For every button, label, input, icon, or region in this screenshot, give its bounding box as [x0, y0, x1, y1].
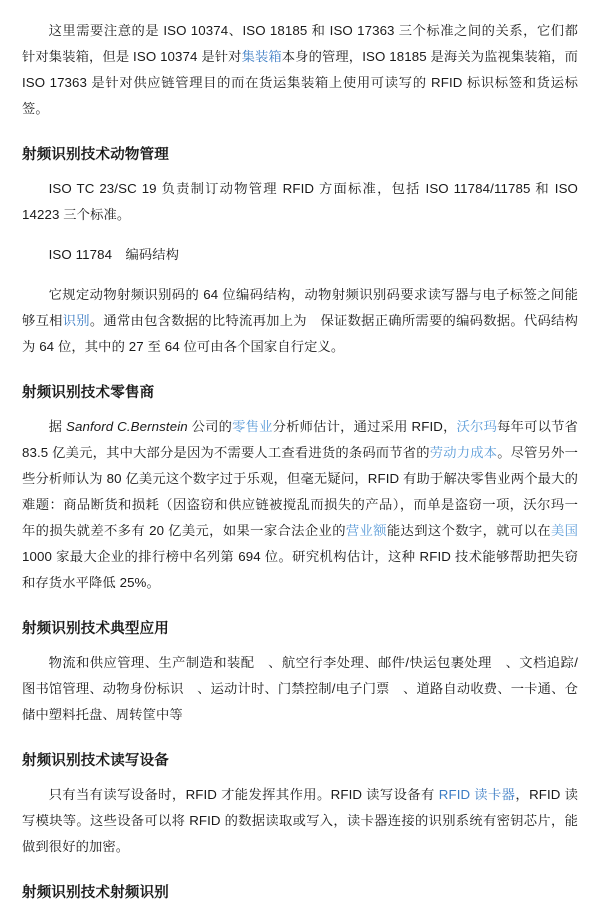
intro-text-2: 本身的管理，ISO 18185 是海关为监视集装箱，而 ISO 17363 是针对供应链管理目的而在货运集装箱上使用可读写的 RFID 标识标签和货运标签。: [22, 49, 578, 116]
section-heading-reader-devices: 射频识别技术读写设备: [22, 753, 169, 769]
link-container[interactable]: 集装箱: [241, 49, 282, 64]
retailer-text-7: 1000 家最大企业的排行榜中名列第 694 位。研究机构估计，这种 RFID 技术能够帮助把失窃和存货水平降低 25%。: [22, 549, 578, 590]
link-identify[interactable]: 识别: [62, 313, 90, 328]
section-heading-typical-applications: 射频识别技术典型应用: [22, 621, 169, 637]
animal-standards-paragraph: ISO TC 23/SC 19 负责制订动物管理 RFID 方面标准，包括 ISO 11784/11785 和 ISO 14223 三个标准。: [22, 181, 578, 222]
typical-applications-paragraph: 物流和供应管理、生产制造和装配 、航空行李处理、邮件/快运包裹处理 、文档追踪/图书馆管理、动物身份标识 、运动计时、门禁控制/电子门票 、道路自动收费、一卡通、仓储中塑料托盘、周转筐中等: [22, 655, 578, 722]
section-heading-retailer: 射频识别技术零售商: [22, 385, 155, 401]
retailer-text-6: 能达到这个数字，就可以在: [386, 523, 551, 538]
reader-devices-paragraph: [22, 782, 578, 860]
link-labor-cost[interactable]: 劳动力成本: [429, 445, 498, 460]
link-retail-industry[interactable]: 零售业: [232, 419, 273, 434]
intro-text-1: 这里需要注意的是 ISO 10374、ISO 18185 和 ISO 17363 三个标准之间的关系，它们都针对集装箱，但是 ISO 10374 是针对: [22, 23, 578, 64]
link-walmart[interactable]: 沃尔玛: [456, 419, 498, 434]
section-heading-rfid: 射频识别技术射频识别: [22, 885, 169, 901]
intro-paragraph: [22, 18, 578, 122]
reader-text-2: ，RFID 读写模块等。这些设备可以将 RFID 的数据读取或写入，读卡器连接的识别系统有密钥芯片，能做到很好的加密。: [22, 787, 578, 854]
iso-11784-paragraph: ISO 11784 编码结构: [48, 247, 180, 262]
retailer-text-4: 每年可以节省 83.5 亿美元，其中大部分是因为不需要人工查看进货的条码而节省的: [22, 419, 578, 460]
company-name: Sanford C.Bernstein: [66, 419, 188, 434]
link-usa[interactable]: 美国: [550, 523, 579, 538]
reader-text-1: 只有当有读写设备时，RFID 才能发挥其作用。RFID 读写设备有: [48, 787, 439, 802]
encoding-text-2: 。通常由包含数据的比特流再加上为 保证数据正确所需要的编码数据。代码结构为 64 位，其中的 27 至 64 位可由各个国家自行定义。: [22, 313, 578, 354]
section-heading-animal-management: 射频识别技术动物管理: [22, 147, 169, 163]
retailer-paragraph: [22, 414, 578, 596]
link-rfid-card-reader[interactable]: RFID 读卡器: [438, 787, 516, 802]
encoding-text-1: 它规定动物射频识别码的 64 位编码结构，动物射频识别码要求读写器与电子标签之间能够互相: [22, 287, 578, 328]
retailer-text-5: 。尽管另外一些分析师认为 80 亿美元这个数字过于乐观，但毫无疑问，RFID 有助于解决零售业两个最大的难题：商品断货和损耗（因盗窃和供应链被搅乱而损失的产品），而单是盗窃一项，沃尔玛一年的损失就差不多有 20 亿美元，如果一家合法企业的: [22, 445, 579, 538]
link-revenue[interactable]: 营业额: [345, 523, 387, 538]
encoding-structure-paragraph: [22, 282, 578, 360]
retailer-text-3: 分析师估计，通过采用 RFID，: [272, 419, 457, 434]
retailer-text-1: 据: [48, 419, 66, 434]
retailer-text-2: 公司的: [187, 419, 233, 434]
